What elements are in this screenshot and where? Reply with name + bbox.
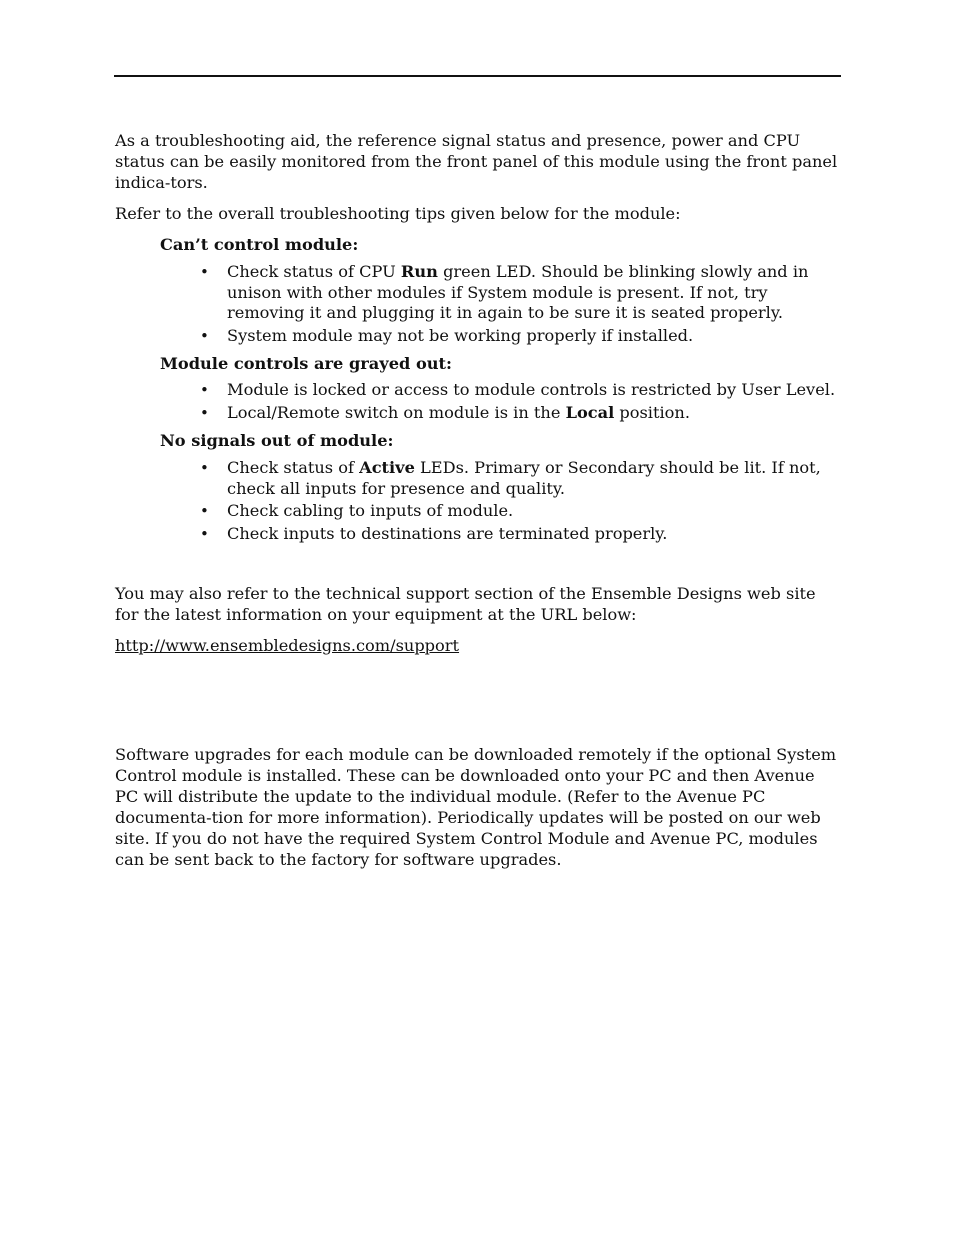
support-paragraph: You may also refer to the technical support section of the Ensemble Designs web site for the latest information on your equipment at the URL below:	[115, 584, 816, 624]
tip-item: System module may not be working properly if installed.	[227, 326, 694, 345]
tip-heading-controls-grayed: Module controls are grayed out:	[160, 354, 452, 373]
bullet-icon: •	[200, 381, 209, 399]
tip-item: Check status of CPU Run green LED. Should be blinking slowly and in unison with other modules if System module is present. If not, try removing it and plugging it in again to be sure it is seated properly.	[227, 262, 809, 322]
bullet-icon: •	[200, 263, 209, 281]
tip-item: Check inputs to destinations are terminated properly.	[227, 524, 668, 543]
bullet-icon: •	[200, 525, 209, 543]
tip-item: Check cabling to inputs of module.	[227, 501, 514, 520]
tip-heading-cant-control: Can’t control module:	[160, 235, 359, 254]
tip-item: Module is locked or access to module controls is restricted by User Level.	[227, 380, 836, 399]
support-url-link[interactable]: http://www.ensembledesigns.com/support	[115, 636, 460, 655]
tip-item: Local/Remote switch on module is in the Local position.	[227, 403, 690, 422]
upgrades-paragraph: Software upgrades for each module can be downloaded remotely if the optional System Control module is installed. These can be downloaded onto your PC and then Avenue PC will distribute the update to the individual module. (Refer to the Avenue PC documenta-tion for more information). Periodically updates will be posted on our web site. If you do not have the required System Control Module and Avenue PC, modules can be sent back to the factory for software upgrades.	[115, 745, 837, 869]
header-rule	[114, 75, 841, 77]
bullet-icon: •	[200, 459, 209, 477]
tip-item: Check status of Active LEDs. Primary or Secondary should be lit. If not, check all inputs for presence and quality.	[227, 458, 821, 498]
intro-paragraph: As a troubleshooting aid, the reference signal status and presence, power and CPU status can be easily monitored from the front panel of this module using the front panel indica-tors.	[115, 131, 838, 192]
intro-lead-in: Refer to the overall troubleshooting tips given below for the module:	[115, 204, 681, 223]
tip-heading-no-signals: No signals out of module:	[160, 431, 394, 450]
bullet-icon: •	[200, 502, 209, 520]
bullet-icon: •	[200, 404, 209, 422]
bullet-icon: •	[200, 327, 209, 345]
